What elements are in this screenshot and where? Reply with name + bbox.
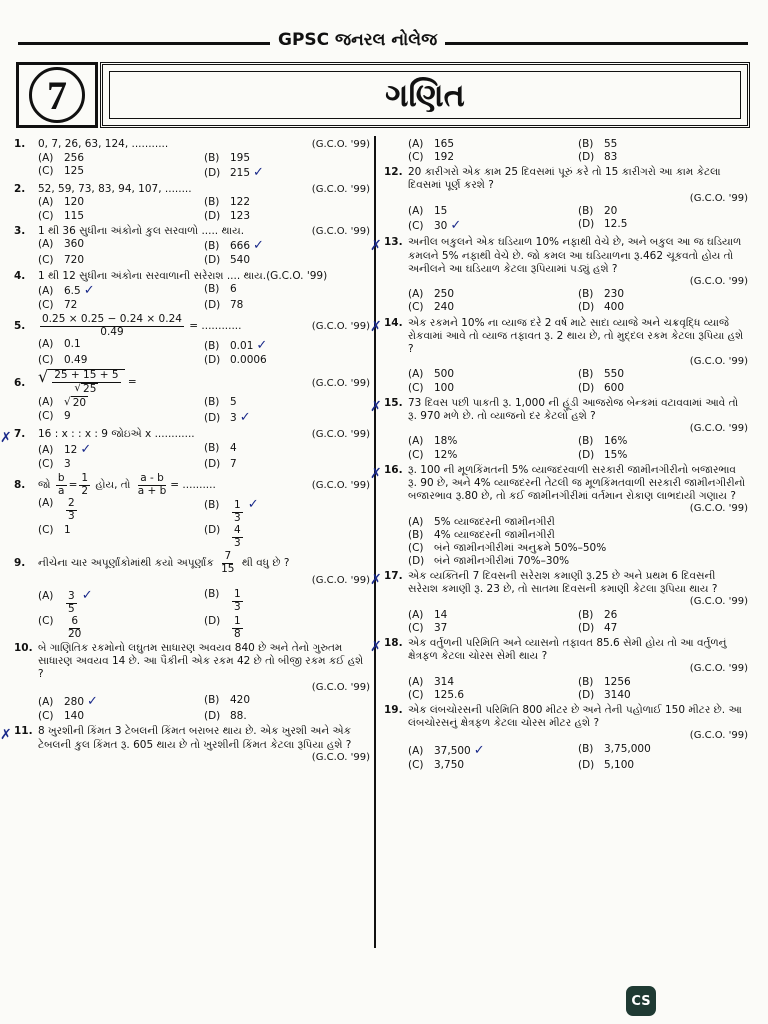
option-d: (D) 5,100 bbox=[578, 759, 635, 771]
question-text: 8 ખુરશીની કિંમત 3 ટેબલની કિંમત બરાબર થાય છે. એક ખુરશી અને એક ટેબલની કુલ કિંમત રૂ. 605 થાય છે તો ખુરશીની કિંમત કેટલા રૂપિયા હશે ? bbox=[38, 725, 352, 751]
question-text: 16 : x : : x : 9 જોઇએ x ............ bbox=[38, 428, 195, 441]
option-a: (A) $\frac{2}{3}$ bbox=[38, 497, 75, 522]
chapter-number: 7 bbox=[29, 67, 85, 123]
option-a: (A) 15 bbox=[408, 205, 448, 217]
options bbox=[384, 368, 748, 394]
radical-sign-icon: √ bbox=[38, 367, 49, 387]
question-text: એક રકમને 10% ના વ્યાજ દરે 2 વર્ષ માટે સાદા વ્યાજે અને ચક્રવૃદ્ધિ વ્યાજે રોકવામાં આવે તો વ્યાજ તફાવત રૂ. 2 થાય છે, તો મુદ્દલ રકમ કેટલા રૂપિયા હશે ? bbox=[408, 316, 744, 355]
question-source: (G.C.O. '99) bbox=[689, 192, 748, 204]
options bbox=[384, 435, 748, 461]
cross-mark-icon: ✗ bbox=[370, 238, 382, 255]
question-9 bbox=[14, 551, 370, 640]
question-source: (G.C.O. '99) bbox=[311, 139, 370, 150]
question-11 bbox=[0, 725, 370, 764]
options bbox=[14, 588, 370, 640]
question-source: (G.C.O. '99) bbox=[311, 751, 370, 763]
question-number: 4. bbox=[14, 269, 26, 282]
option-b: (B) $\frac{1}{3}$ ✓ bbox=[204, 497, 259, 524]
option-b: (B) 6 bbox=[204, 282, 237, 295]
option-d: (D) 600 bbox=[578, 381, 625, 394]
question-source: (G.C.O. '99) bbox=[311, 681, 370, 693]
options bbox=[384, 288, 748, 314]
option-d: (D) 0.0006 bbox=[204, 354, 267, 367]
options bbox=[14, 238, 370, 267]
option-b: (B) 5 bbox=[204, 395, 237, 408]
option-b: (B) 195 bbox=[204, 151, 251, 164]
question-source: (G.C.O. '99) bbox=[689, 730, 748, 742]
question-number: 10. bbox=[14, 642, 33, 655]
question-number: 12. bbox=[384, 166, 403, 179]
chapter-title-box bbox=[100, 62, 750, 128]
question-text: એક લંબચોરસની પરિમિતિ 800 મીટર છે અને તેની પહોળાઈ 150 મીટર છે. આ લંબચોરસનું ક્ષેત્રફળ કેટલા ચોરસ મીટર હશે ? bbox=[408, 704, 742, 730]
radical-sign-icon: √ bbox=[74, 382, 82, 395]
question-3 bbox=[14, 225, 370, 268]
option-a: (A) 120 bbox=[38, 196, 85, 209]
question-source: (G.C.O. '99) bbox=[689, 503, 748, 514]
question-text: એક વર્તુળની પરિમિતિ અને વ્યાસનો તફાવત 85.6 સેમી હોય તો આ વર્તુળનું ક્ષેત્રફળ કેટલા ચોરસ સેમી થાય ? bbox=[408, 637, 727, 663]
option-a: (A) √ 20 bbox=[38, 395, 87, 409]
question-source: (G.C.O. '99) bbox=[311, 429, 370, 441]
option-c: (C) 12% bbox=[408, 448, 458, 461]
fraction: 25 + 15 + 5 √ 25 bbox=[54, 369, 119, 396]
option-b: (B) $\frac{1}{3}$ bbox=[204, 587, 241, 613]
option-c: (C) બંને જામીનગીરીમાં અનુક્રમે 50%–50% bbox=[408, 541, 607, 554]
question-number: 5. bbox=[14, 320, 26, 333]
cross-mark-icon: ✗ bbox=[370, 465, 382, 482]
question-text: 52, 59, 73, 83, 94, 107, ........ bbox=[38, 182, 192, 195]
right-column bbox=[370, 138, 748, 774]
fraction: $\frac{7}{15}$ bbox=[221, 550, 235, 575]
question-1 bbox=[14, 138, 370, 181]
option-d: (D) 78 bbox=[204, 298, 244, 311]
tick-mark-icon: ✓ bbox=[256, 338, 268, 354]
question-5 bbox=[14, 314, 370, 367]
option-a: (A) $\frac{3}{5}$ ✓ bbox=[38, 587, 93, 615]
question-13 bbox=[370, 236, 748, 314]
question-text: જો $\frac{b}{a}$ = $\frac{1}{2}$ હોય, તો $\frac{a - b}{a + b}$ = .......... bbox=[38, 472, 216, 497]
cross-mark-icon: ✗ bbox=[370, 572, 382, 588]
option-b: (B) 0.01 ✓ bbox=[204, 338, 268, 354]
question-text: બે ગાણિતિક રકમોનો લઘુતમ સાધારણ અવયવ 840 છે અને તેનો ગુરુતમ સાધારણ અવયવ 14 છે. આ પૈકીની એક રકમ 42 છે તો બીજી રકમ કઈ હશે ? bbox=[38, 642, 364, 681]
tick-mark-icon: ✓ bbox=[253, 238, 264, 254]
option-c: (C) 192 bbox=[408, 151, 455, 164]
option-d: (D) 3140 bbox=[578, 688, 631, 701]
question-number: 18. bbox=[384, 637, 403, 649]
question-number: 15. bbox=[384, 396, 403, 409]
options bbox=[14, 694, 370, 723]
option-d: (D) 540 bbox=[204, 254, 251, 267]
question-source: (G.C.O. '99) bbox=[311, 321, 370, 333]
question-source: (G.C.O. '99) bbox=[689, 275, 748, 287]
question-number: 19. bbox=[384, 704, 403, 716]
option-a: (A) 6.5 ✓ bbox=[38, 282, 95, 298]
question-8 bbox=[14, 473, 370, 549]
question-text: 1 થી 36 સુધીના અંકોનો કુલ સરવાળો ..... થાય. bbox=[38, 224, 245, 237]
question-number: 16. bbox=[384, 463, 403, 476]
option-a: (A) 0.1 bbox=[38, 338, 81, 351]
question-number: 9. bbox=[14, 557, 26, 570]
options bbox=[384, 205, 748, 234]
column-divider bbox=[374, 136, 376, 948]
tick-mark-icon: ✓ bbox=[87, 694, 98, 710]
chapter-title: ગણિત bbox=[109, 71, 741, 119]
option-a: (A) 280 ✓ bbox=[38, 694, 98, 710]
option-a: (A) 165 bbox=[408, 138, 455, 150]
option-a: (A) 14 bbox=[408, 608, 448, 621]
option-b: (B) 230 bbox=[578, 288, 625, 301]
question-16 bbox=[370, 463, 748, 568]
chapter-number-box bbox=[16, 62, 98, 128]
question-source: (G.C.O. '99) bbox=[311, 183, 370, 195]
tick-mark-icon: ✓ bbox=[80, 441, 92, 457]
tick-mark-icon: ✓ bbox=[83, 282, 95, 298]
question-10 bbox=[14, 642, 370, 723]
question-source: (G.C.O. '99) bbox=[689, 422, 748, 434]
question-source: (G.C.O. '99) bbox=[311, 575, 370, 587]
question-number: 14. bbox=[384, 316, 403, 329]
question-14 bbox=[370, 316, 748, 395]
option-b: (B) 3,75,000 bbox=[578, 742, 651, 755]
options bbox=[14, 152, 370, 181]
question-number: 17. bbox=[384, 570, 403, 582]
question-number: 3. bbox=[14, 224, 26, 237]
question-19 bbox=[384, 704, 748, 772]
option-c: (C) 9 bbox=[38, 409, 71, 422]
question-12 bbox=[384, 166, 748, 234]
option-d: (D) $\frac{4}{3}$ bbox=[204, 524, 241, 549]
question-text: અનીલ બકુલને એક ઘડિયાળ 10% નફાથી વેચે છે, અને બકુલ આ જ ઘડિયાળ કમલને 5% નફાથી વેચે છે. જો કમલ આ ઘડિયાળના રૂ.462 ચૂકવતો હોય તો અનીલને આ ઘડિયાળ કેટલા રૂપિયામાં પડ્યું હશે ? bbox=[408, 236, 742, 275]
option-c: (C) 125.6 bbox=[408, 688, 465, 701]
cross-mark-icon: ✗ bbox=[0, 727, 12, 744]
left-column bbox=[0, 138, 370, 766]
option-c: (C) 125 bbox=[38, 164, 85, 177]
question-11-options bbox=[384, 138, 748, 164]
option-b: (B) 4 bbox=[204, 441, 237, 454]
question-text: એક વ્યક્તિની 7 દિવસની સરેરાશ કમાણી રૂ.25 છે અને પ્રથમ 6 દિવસની સરેરાશ કમાણી રૂ. 23 છે, તો સાતમા દિવસની કમાણી કેટલા રૂપિયા થાય ? bbox=[408, 570, 718, 596]
options bbox=[14, 283, 370, 312]
fraction: $\frac{1}{2}$ bbox=[81, 472, 89, 497]
option-a: (A) 314 bbox=[408, 675, 455, 688]
options bbox=[14, 338, 370, 367]
fraction: $\frac{0.25 \times 0.25 - 0.24 \times 0.24}{0.49}$ bbox=[42, 313, 182, 338]
option-c: (C) $\frac{6}{20}$ bbox=[38, 615, 82, 640]
question-text: 73 દિવસ પછી પાકતી રૂ. 1,000 ની હૂંડી આજરોજ બેન્કમાં વટાવવામાં આવે તો રૂ. 970 મળે છે. તો વ્યાજનો દર કેટલો હશે ? bbox=[408, 396, 739, 422]
question-text: નીચેના ચાર અપૂર્ણાંકોમાંથી કયો અપૂર્ણાંક $\frac{7}{15}$ થી વધુ છે ? bbox=[38, 550, 290, 575]
options bbox=[14, 396, 370, 426]
question-text: √ 25 + 15 + 5 √ 25 = bbox=[38, 367, 137, 396]
question-6 bbox=[14, 369, 370, 426]
option-d: (D) $\frac{1}{8}$ bbox=[204, 615, 241, 640]
question-7 bbox=[0, 428, 370, 471]
option-b: (B) 26 bbox=[578, 608, 618, 621]
tick-mark-icon: ✓ bbox=[81, 587, 93, 603]
option-c: (C) 0.49 bbox=[38, 354, 88, 367]
options bbox=[14, 196, 370, 222]
question-text: 1 થી 12 સુધીના અંકોના સરવાળાની સરેરાશ .... થાય.(G.C.O. '99) bbox=[38, 269, 328, 282]
option-b: (B) 55 bbox=[578, 138, 618, 150]
option-d: (D) 83 bbox=[578, 151, 618, 164]
question-4 bbox=[14, 270, 370, 313]
option-d: (D) 215 ✓ bbox=[204, 164, 264, 180]
option-c: (C) 140 bbox=[38, 710, 85, 723]
options bbox=[384, 138, 748, 164]
option-b: (B) 20 bbox=[578, 205, 618, 217]
option-b: (B) 666 ✓ bbox=[204, 238, 264, 254]
option-d: (D) 7 bbox=[204, 457, 237, 470]
fraction: $\frac{a - b}{a + b}$ bbox=[137, 472, 167, 497]
option-b: (B) 550 bbox=[578, 368, 625, 381]
question-18 bbox=[370, 637, 748, 702]
option-b: (B) 122 bbox=[204, 196, 251, 209]
question-number: 2. bbox=[14, 182, 26, 195]
question-number: 8. bbox=[14, 479, 26, 492]
question-source: (G.C.O. '99) bbox=[311, 225, 370, 237]
tick-mark-icon: ✓ bbox=[247, 497, 259, 513]
option-a: (A) 360 bbox=[38, 238, 85, 251]
option-c: (C) 37 bbox=[408, 621, 448, 634]
options bbox=[14, 497, 370, 549]
option-a: (A) 500 bbox=[408, 368, 455, 381]
options bbox=[14, 442, 370, 471]
option-d: (D) 47 bbox=[578, 621, 618, 634]
option-c: (C) 1 bbox=[38, 524, 71, 537]
option-d: (D) બંને જામીનગીરીમાં 70%–30% bbox=[408, 554, 570, 567]
option-a: (A) 250 bbox=[408, 288, 455, 301]
question-number: 6. bbox=[14, 376, 26, 389]
option-d: (D) 88. bbox=[204, 710, 247, 723]
option-b: (B) 16% bbox=[578, 435, 628, 448]
options bbox=[384, 609, 748, 635]
option-c: (C) 3,750 bbox=[408, 759, 465, 771]
question-source: (G.C.O. '99) bbox=[311, 377, 370, 389]
option-b: (B) 420 bbox=[204, 694, 251, 707]
option-a: (A) 256 bbox=[38, 151, 85, 164]
cross-mark-icon: ✗ bbox=[370, 318, 382, 335]
option-d: (D) 3 ✓ bbox=[204, 409, 251, 425]
options bbox=[384, 676, 748, 702]
tick-mark-icon: ✓ bbox=[450, 218, 462, 234]
option-c: (C) 3 bbox=[38, 457, 71, 470]
cross-mark-icon: ✗ bbox=[370, 398, 382, 415]
option-c: (C) 100 bbox=[408, 381, 455, 394]
tick-mark-icon: ✓ bbox=[473, 742, 485, 758]
option-c: (C) 240 bbox=[408, 301, 455, 314]
option-c: (C) 115 bbox=[38, 209, 85, 222]
option-c: (C) 720 bbox=[38, 254, 85, 267]
options bbox=[384, 743, 748, 772]
question-source: (G.C.O. '99) bbox=[311, 480, 370, 492]
fraction: $\frac{b}{a}$ bbox=[57, 472, 65, 497]
question-number: 7. bbox=[14, 428, 26, 441]
option-a: (A) 12 ✓ bbox=[38, 441, 92, 457]
tick-mark-icon: ✓ bbox=[239, 409, 251, 425]
option-c: (C) 30 ✓ bbox=[408, 218, 462, 234]
radical bbox=[38, 369, 125, 395]
cross-mark-icon: ✗ bbox=[370, 639, 382, 655]
option-a: (A) 37,500 ✓ bbox=[408, 742, 485, 758]
option-a: (A) 18% bbox=[408, 435, 458, 448]
tick-mark-icon: ✓ bbox=[253, 164, 264, 180]
question-text: 0, 7, 26, 63, 124, ........... bbox=[38, 138, 169, 150]
option-d: (D) 123 bbox=[204, 209, 251, 222]
question-15 bbox=[370, 396, 748, 462]
question-number: 1. bbox=[14, 138, 26, 150]
question-number: 13. bbox=[384, 236, 403, 249]
option-b: (B) 4% વ્યાજદરની જામીનગીરી bbox=[408, 528, 555, 541]
question-text: રૂ. 100 ની મૂળકિંમતની 5% વ્યાજદરવાળી સરકારી જામીનગીરીનો બજારભાવ રૂ. 90 છે, અને 4% વ્યાજદરની તેટલી જ મૂળકિંમતવાળી સરકારી જામીનગીરીનો બજારભાવ રૂ.80 છે, તો કઈ જામીનગીરીમાં વર્તમાન રોકાણ લાભદાયી ગણાય ? bbox=[408, 463, 746, 502]
option-c: (C) 72 bbox=[38, 298, 78, 311]
option-a: (A) 5% વ્યાજદરની જામીનગીરી bbox=[408, 515, 555, 528]
page-header: GPSC જનરલ નોલેજ bbox=[270, 30, 445, 50]
question-source: (G.C.O. '99) bbox=[689, 355, 748, 367]
radical-sign-icon: √ bbox=[64, 395, 71, 408]
option-d: (D) 12.5 bbox=[578, 218, 628, 231]
option-b: (B) 1256 bbox=[578, 675, 631, 688]
option-d: (D) 400 bbox=[578, 301, 625, 314]
question-17 bbox=[370, 570, 748, 635]
cross-mark-icon: ✗ bbox=[0, 430, 12, 447]
question-source: (G.C.O. '99) bbox=[689, 663, 748, 675]
camscanner-logo: CS bbox=[626, 986, 656, 1016]
question-text: 20 કારીગરો એક કામ 25 દિવસમાં પૂરું કરે તો 15 કારીગરો આ કામ કેટલા દિવસમાં પૂર્ણ કરશે ? bbox=[408, 166, 721, 192]
question-source: (G.C.O. '99) bbox=[689, 596, 748, 608]
question-number: 11. bbox=[14, 725, 33, 738]
question-text: $\frac{0.25 \times 0.25 - 0.24 \times 0.24}{0.49}$ = ............ bbox=[42, 313, 242, 338]
options bbox=[384, 516, 748, 569]
option-d: (D) 15% bbox=[578, 448, 628, 461]
question-2 bbox=[14, 183, 370, 223]
